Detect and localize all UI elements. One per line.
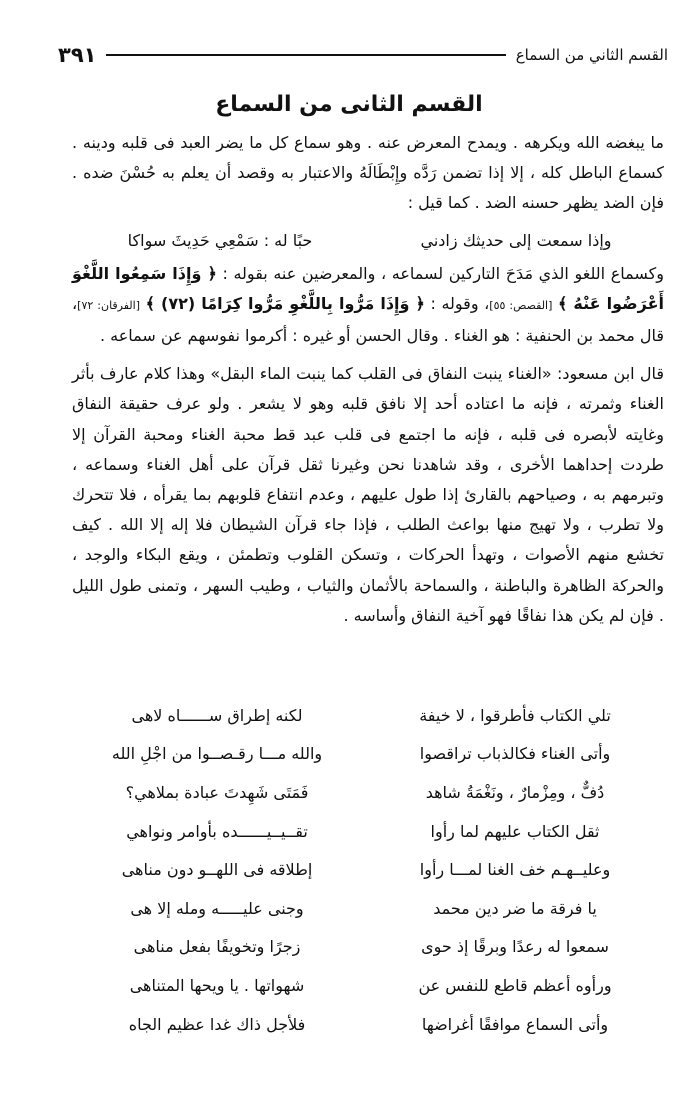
poem-first-hemistich: دُفٌّ ، ومِزْمارٌ ، ونَغْمَةُ شاهد xyxy=(425,782,605,802)
quoted-verse xyxy=(72,227,664,255)
poem-first-hemistich: ورأوه أعظم قاطع للنفس عن xyxy=(418,975,612,995)
poem-first-hemistich: ثقل الكتاب عليهم لما رأوا xyxy=(430,821,600,841)
poem-row xyxy=(68,966,664,1005)
paragraph-3: قال ابن مسعود: «الغناء ينبت النفاق فى القلب كما ينبت الماء البقل» وهذا كلام عارف بأثر الغناء وثمرته ، فإنه ما اعتاده أحد إلا نافق قلبه وهو لا يشعر . ولو عرف حقيقة النفاق وغايته لأبصره فى قلبه ، فإنه ما اجتمع فى قلب عبد قط محبة الغناء ومحبة القرآن إلا طردت إحداهما الأخرى ، وقد شاهدنا نحن وغيرنا ثقل قرآن على أهل الغناء وسماعه ، وتبرمهم به ، وصياحهم بالقارئ إذا طول عليهم ، وعدم انتفاع قلوبهم بما يقرأه ، فلا تتحرك ولا تطرب ، ولا تهيج منها بواعث الطلب ، فإذا جاء قرآن الشيطان فلا إله إلا الله . كيف تخشع منهم الأصوات ، وتهدأ الحركات ، وتسكن القلوب وتطمئن ، ويقع البكاء والوجد ، والحركة الظاهرة والباطنة ، والسماحة بالأثمان والثياب ، وطيب السهر ، وتمنى طول الليل . فإن لم يكن هذا نفاقًا فهو آخية النفاق وأساسه . xyxy=(72,364,664,625)
poem-first-hemistich: تلي الكتاب فأطرقوا ، لا خيفة xyxy=(419,705,611,725)
poem-row xyxy=(68,928,664,967)
poem-second-hemistich: زجرًا وتخويفًا بفعل مناهى xyxy=(133,937,301,957)
poem-second-hemistich: فَمَتَى شَهِدتَ عبادة بملاهي؟ xyxy=(125,782,309,802)
poem-second-hemistich: إطلاقه فى اللهــو دون مناهى xyxy=(121,860,313,880)
poem-row xyxy=(68,1005,664,1044)
poem-row xyxy=(68,696,664,735)
verse-first-hemistich: وإذا سمعت إلى حديثك زادني xyxy=(420,230,612,250)
quran-verse-2: ﴿ وَإِذَا مَرُّوا بِاللَّغْوِ مَرُّوا كِرَامًا (٧٢) ﴾ xyxy=(145,293,425,313)
poem-second-hemistich: وجنى عليـــــه ومله إلا هى xyxy=(130,898,304,918)
paragraph-2-intro: وكسماع اللغو الذي مَدَحَ التاركين لسماعه ، والمعرضين عنه بقوله : xyxy=(222,263,664,283)
page-header xyxy=(58,40,668,70)
poem-first-hemistich: يا فرقة ما ضر دين محمد xyxy=(433,898,597,918)
poem xyxy=(68,696,664,1043)
poem-first-hemistich: وأتى الغناء فكالذباب تراقصوا xyxy=(419,744,611,764)
quran-verse-1: ﴿ وَإِذَا سَمِعُوا اللَّغْوَ أَعْرَضُوا عَنْهُ ﴾ xyxy=(72,263,664,313)
paragraph-2 xyxy=(72,259,664,352)
poem-first-hemistich: وأتى السماع موافقًا أغراضها xyxy=(421,1014,609,1034)
poem-row xyxy=(68,735,664,774)
body-text xyxy=(72,128,664,639)
verse-second-hemistich: حبًا له : سَمْعِي حَدِيثَ سواكا xyxy=(127,230,313,250)
poem-second-hemistich: لكنه إطراق ســــــاه لاهى xyxy=(131,705,303,725)
page-number: ٣٩١ xyxy=(58,43,97,67)
poem-second-hemistich: تقــيــيــــــده بأوامر ونواهي xyxy=(126,821,308,841)
poem-second-hemistich: فلأجل ذاك غدا عظيم الجاه xyxy=(128,1014,306,1034)
header-rule xyxy=(106,54,505,56)
poem-second-hemistich: والله مـــا رقـصــوا من اجْلِ الله xyxy=(111,744,323,764)
quran-citation-2: [الفرقان: ٧٢] xyxy=(77,298,141,312)
quran-citation-1: [القصص: ٥٥] xyxy=(489,298,553,312)
poem-first-hemistich: وعليــهـم خف الغنا لمـــا رأوا xyxy=(419,860,611,880)
paragraph-2-mid: ، وقوله : xyxy=(430,293,490,313)
poem-row xyxy=(68,889,664,928)
poem-row xyxy=(68,812,664,851)
paragraph-2-rest: ، قال محمد بن الحنفية : هو الغناء . وقال الحسن أو غيره : أكرموا نفوسهم عن سماعه . xyxy=(72,293,664,346)
poem-first-hemistich: سمعوا له رعدًا وبرقًا إذ حوى xyxy=(421,937,609,957)
paragraph-1: ما يبغضه الله ويكرهه . ويمدح المعرض عنه . وهو سماع كل ما يضر العبد فى قلبه ودينه . كسماع الباطل كله ، إلا إذا تضمن رَدَّه وإِبْطَالَهُ والاعتبار به وقصد أن يعلم به حُسْنَ ضده . فإن الضد يظهر حسنه الضد . كما قيل : xyxy=(72,133,664,213)
running-title: القسم الثاني من السماع xyxy=(515,46,668,64)
poem-second-hemistich: شهواتها . يا ويحها المتناهى xyxy=(129,975,305,995)
poem-row xyxy=(68,773,664,812)
poem-row xyxy=(68,850,664,889)
section-title: القسم الثانى من السماع xyxy=(215,92,483,117)
